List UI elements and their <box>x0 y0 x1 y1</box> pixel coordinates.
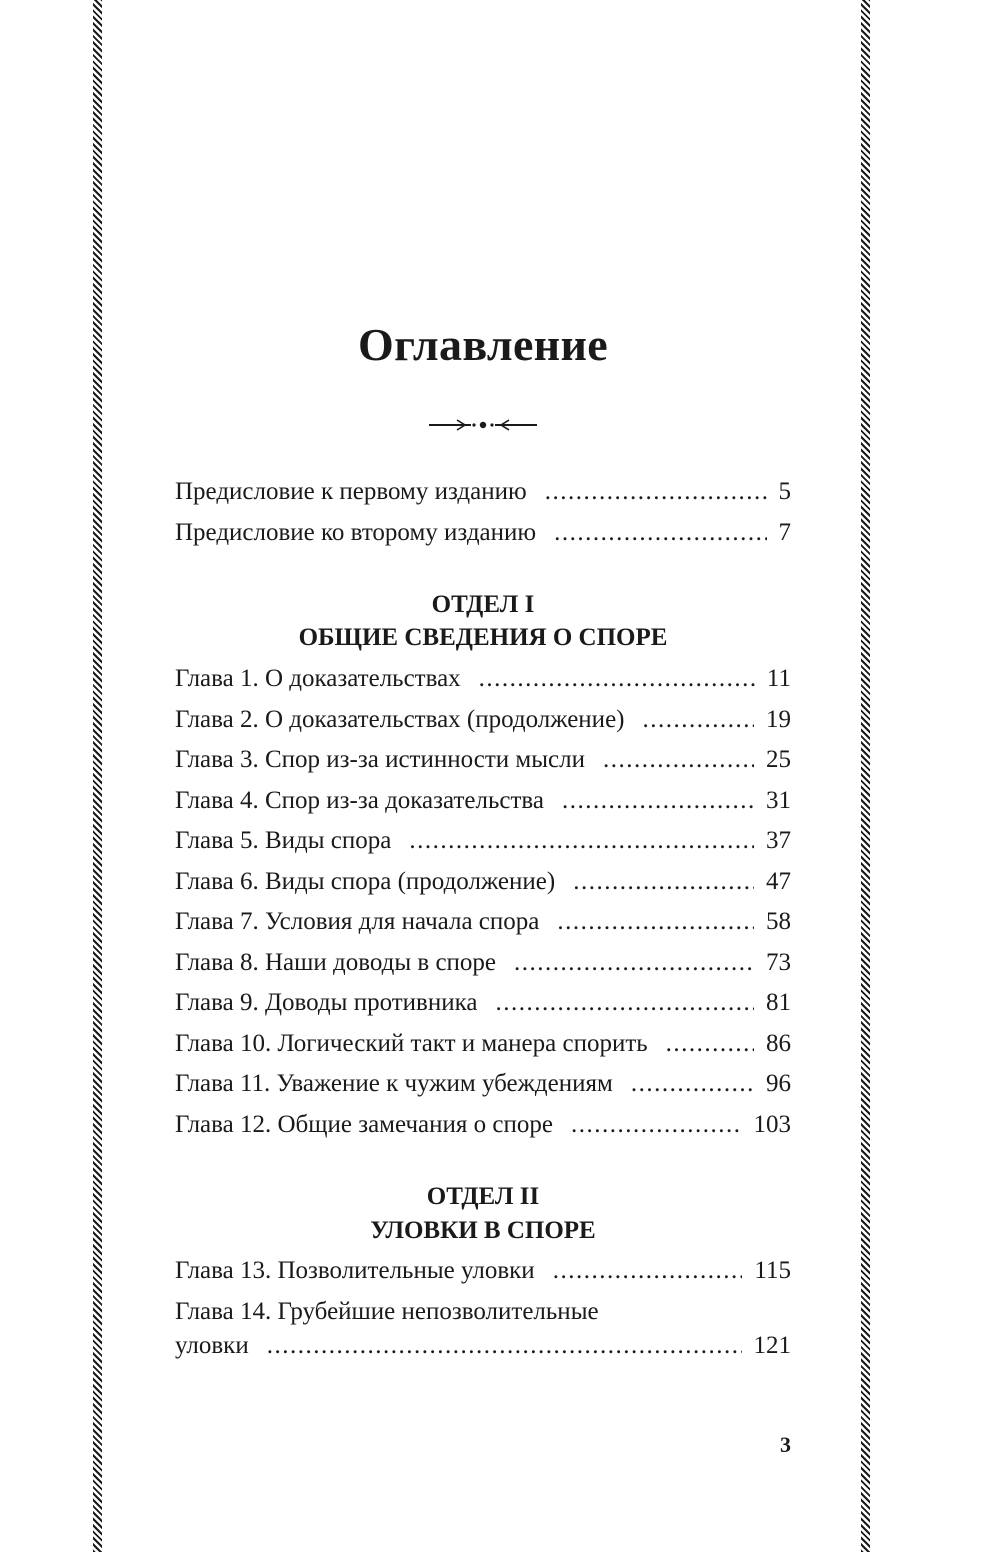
toc-entry-chapter-10[interactable] <box>175 1030 791 1070</box>
page-title: Оглавление <box>357 319 609 370</box>
toc-entry-page: 7 <box>778 519 791 546</box>
dot-leader <box>571 1111 742 1139</box>
toc-entry-page: 73 <box>766 949 791 976</box>
toc-entry-page: 19 <box>766 706 791 733</box>
toc-entry-label: Предисловие к первому изданию <box>175 478 527 505</box>
dot-leader <box>409 827 754 855</box>
dot-leader <box>573 868 754 896</box>
dot-leader <box>603 746 754 774</box>
toc-entry-page: 86 <box>766 1030 791 1057</box>
section-1-number: ОТДЕЛ I <box>431 591 535 618</box>
toc-entry-label: Предисловие ко второму изданию <box>175 519 537 546</box>
page-number: 3 <box>780 1432 791 1457</box>
toc-entry-chapter-7[interactable] <box>175 908 791 948</box>
ornament-divider-icon <box>427 416 539 434</box>
toc-entry-label: Глава 13. Позволительные уловки <box>175 1257 535 1284</box>
dot-leader <box>514 949 754 977</box>
toc-entry-chapter-11[interactable] <box>175 1070 791 1110</box>
toc-entry-chapter-6[interactable] <box>175 868 791 908</box>
toc-entry-label: Глава 2. О доказательствах (продолжение) <box>175 706 625 733</box>
dot-leader <box>545 478 767 506</box>
toc-entry-chapter-13[interactable] <box>175 1257 791 1297</box>
section-1-name: ОБЩИЕ СВЕДЕНИЯ О СПОРЕ <box>298 624 668 651</box>
toc-entry-label: Глава 11. Уважение к чужим убеждениям <box>175 1070 613 1097</box>
toc-entry-label: Глава 6. Виды спора (продолжение) <box>175 868 556 895</box>
toc-entry-chapter-8[interactable] <box>175 949 791 989</box>
toc-entry-label: Глава 10. Логический такт и манера спорить <box>175 1030 648 1057</box>
toc-entry-chapter-9[interactable] <box>175 989 791 1029</box>
toc-entry-chapter-5[interactable] <box>175 827 791 867</box>
toc-entry-label: уловки <box>175 1332 249 1359</box>
dot-leader <box>553 1257 743 1285</box>
section-2-number: ОТДЕЛ II <box>426 1183 540 1210</box>
toc-entry-label: Глава 5. Виды спора <box>175 827 392 854</box>
dot-leader <box>557 908 754 936</box>
toc-entry-chapter-4[interactable] <box>175 787 791 827</box>
toc-entry-page: 81 <box>766 989 791 1016</box>
section-2-name: УЛОВКИ В СПОРЕ <box>370 1217 596 1244</box>
dot-leader <box>562 787 754 815</box>
toc-entry-page: 37 <box>766 827 791 854</box>
toc-entry-page: 121 <box>753 1332 791 1359</box>
toc-entry-label: Глава 1. О доказательствах <box>175 665 461 692</box>
dot-leader <box>631 1070 754 1098</box>
toc-entry-chapter-1[interactable] <box>175 665 791 705</box>
toc-entry-chapter-14-line1[interactable]: Глава 14. Грубейшие непозволительные <box>175 1298 599 1325</box>
toc-entry-page: 5 <box>778 478 791 505</box>
toc-entry-chapter-2[interactable] <box>175 706 791 746</box>
toc-entry-page: 25 <box>766 746 791 773</box>
right-decorative-border <box>861 0 870 1552</box>
toc-entry-chapter-3[interactable] <box>175 746 791 786</box>
toc-entry-chapter-12[interactable] <box>175 1111 791 1151</box>
toc-entry-page: 31 <box>766 787 791 814</box>
toc-entry-preface-2[interactable] <box>175 519 791 559</box>
toc-entry-page: 58 <box>766 908 791 935</box>
toc-entry-page: 103 <box>753 1111 791 1138</box>
toc-entry-label: Глава 12. Общие замечания о споре <box>175 1111 553 1138</box>
dot-leader <box>479 665 755 693</box>
left-decorative-border <box>93 0 102 1552</box>
dot-leader <box>495 989 754 1017</box>
toc-entry-label: Глава 7. Условия для начала спора <box>175 908 540 935</box>
toc-entry-page: 115 <box>754 1257 791 1284</box>
dot-leader <box>267 1332 742 1360</box>
toc-entry-page: 11 <box>766 665 791 692</box>
toc-entry-label: Глава 4. Спор из-за доказательства <box>175 787 544 814</box>
dot-leader <box>643 706 755 734</box>
toc-entry-label: Глава 3. Спор из-за истинности мысли <box>175 746 585 773</box>
toc-entry-preface-1[interactable] <box>175 478 791 518</box>
dot-leader <box>666 1030 754 1058</box>
toc-entry-label: Глава 8. Наши доводы в споре <box>175 949 497 976</box>
dot-leader <box>554 519 766 547</box>
toc-entry-page: 96 <box>766 1070 791 1097</box>
toc-entry-page: 47 <box>766 868 791 895</box>
toc-entry-chapter-14[interactable] <box>175 1332 791 1372</box>
toc-entry-label: Глава 9. Доводы противника <box>175 989 478 1016</box>
